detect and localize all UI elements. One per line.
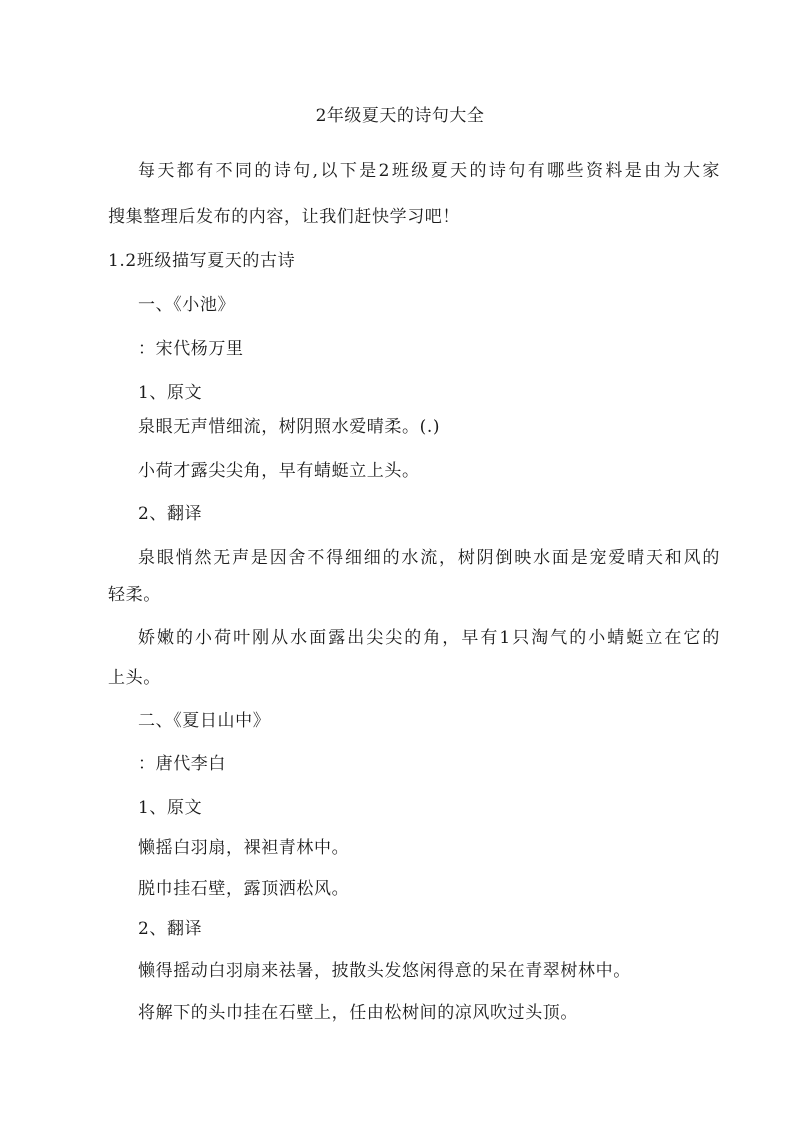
poem1-translation-p2-line-2: 上头。: [108, 668, 161, 688]
poem2-translation-line-1: 懒得摇动白羽扇来祛暑，披散头发悠闲得意的呆在青翠树林中。: [138, 961, 631, 981]
poem2-author: ：唐代李白: [138, 754, 226, 774]
poem1-original-line-2: 小荷才露尖尖角，早有蜻蜓立上头。: [138, 461, 420, 481]
poem1-heading: 一、《小池》: [138, 295, 236, 315]
poem2-translation-line-2: 将解下的头巾挂在石壁上，任由松树间的凉风吹过头顶。: [138, 1003, 578, 1023]
intro-line-2: 搜集整理后发布的内容，让我们赶快学习吧！: [108, 207, 460, 227]
poem2-original-line-1: 懒摇白羽扇，裸袒青林中。: [138, 838, 350, 858]
poem2-original-line-2: 脱巾挂石壁，露顶洒松风。: [138, 879, 350, 899]
poem1-author: ：宋代杨万里: [138, 339, 244, 359]
document-title: 2年级夏天的诗句大全: [315, 106, 485, 126]
poem2-translation-label: 2、翻译: [138, 919, 203, 939]
poem1-translation-label: 2、翻译: [138, 504, 203, 524]
intro-line-1: 每天都有不同的诗句,以下是2班级夏天的诗句有哪些资料是由为大家: [138, 161, 720, 181]
section-heading: 1.2班级描写夏天的古诗: [108, 251, 296, 271]
poem2-heading: 二、《夏日山中》: [138, 711, 271, 731]
poem1-translation-p1-line-2: 轻柔。: [108, 585, 161, 605]
poem2-original-label: 1、原文: [138, 798, 203, 818]
poem1-original-label: 1、原文: [138, 383, 203, 403]
poem1-translation-p2-line-1: 娇嫩的小荷叶刚从水面露出尖尖的角，早有1只淘气的小蜻蜓立在它的: [138, 628, 720, 648]
poem1-original-line-1: 泉眼无声惜细流，树阴照水爱晴柔。(.): [138, 417, 441, 437]
poem1-translation-p1-line-1: 泉眼悄然无声是因舍不得细细的水流，树阴倒映水面是宠爱晴天和风的: [138, 548, 720, 568]
